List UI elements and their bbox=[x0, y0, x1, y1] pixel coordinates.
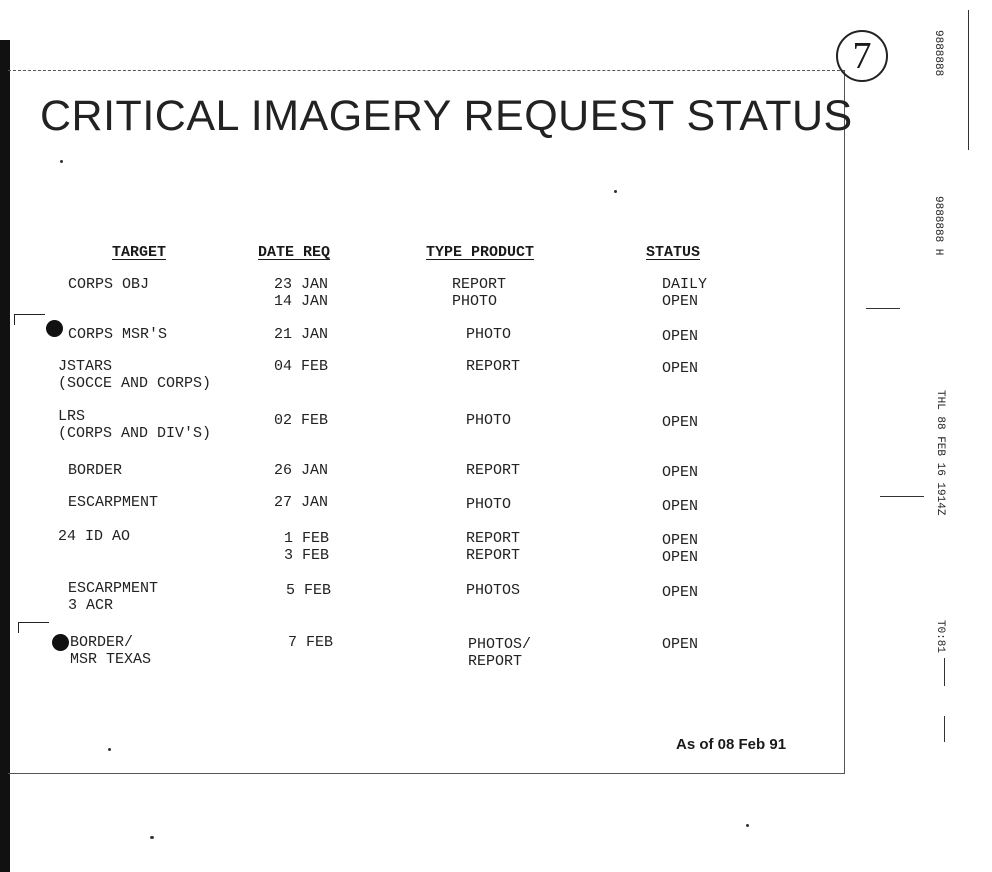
margin-stamp: THL 88 FEB 16 1914Z bbox=[934, 390, 946, 516]
type-line: PHOTO bbox=[466, 412, 512, 429]
column-header-target: TARGET bbox=[112, 244, 167, 261]
target-cell bbox=[70, 634, 151, 668]
status-line: OPEN bbox=[662, 414, 699, 431]
status-cell bbox=[662, 584, 698, 601]
type-line: REPORT bbox=[466, 547, 521, 564]
target-cell bbox=[68, 326, 167, 343]
type-cell bbox=[466, 462, 520, 479]
date-line: 23 JAN bbox=[274, 276, 329, 293]
scan-speck bbox=[746, 824, 749, 827]
date-line: 3 FEB bbox=[284, 547, 330, 564]
type-cell bbox=[468, 636, 531, 670]
column-header-date-req: DATE REQ bbox=[258, 244, 331, 261]
date-cell bbox=[274, 326, 328, 343]
scan-speck bbox=[60, 160, 63, 163]
date-cell bbox=[274, 358, 328, 375]
date-line: 02 FEB bbox=[274, 412, 329, 429]
target-line: LRS bbox=[58, 408, 86, 425]
type-line: PHOTO bbox=[466, 326, 512, 343]
target-line: CORPS MSR'S bbox=[68, 326, 168, 343]
date-line: 7 FEB bbox=[288, 634, 334, 651]
type-line: REPORT bbox=[466, 462, 521, 479]
page-title: CRITICAL IMAGERY REQUEST STATUS bbox=[40, 92, 853, 140]
target-cell bbox=[58, 528, 130, 545]
status-cell bbox=[662, 328, 698, 345]
status-cell bbox=[662, 276, 707, 310]
type-line: REPORT bbox=[452, 276, 507, 293]
scan-speck bbox=[108, 748, 111, 751]
target-line: (CORPS AND DIV'S) bbox=[58, 425, 212, 442]
as-of-date: As of 08 Feb 91 bbox=[676, 736, 787, 753]
target-line: JSTARS bbox=[58, 358, 113, 375]
status-line: OPEN bbox=[662, 293, 699, 310]
target-cell bbox=[68, 580, 158, 614]
date-line: 21 JAN bbox=[274, 326, 329, 343]
status-cell bbox=[662, 414, 698, 431]
date-line: 04 FEB bbox=[274, 358, 329, 375]
status-cell bbox=[662, 532, 698, 566]
status-line: OPEN bbox=[662, 636, 699, 653]
margin-stamp: 9888888 H bbox=[932, 196, 944, 256]
scan-speck bbox=[614, 190, 617, 193]
target-line: CORPS OBJ bbox=[68, 276, 150, 293]
bullet-mark bbox=[46, 320, 63, 337]
status-cell bbox=[662, 360, 698, 377]
date-cell bbox=[288, 634, 333, 651]
date-cell bbox=[284, 530, 329, 564]
date-line: 5 FEB bbox=[286, 582, 332, 599]
target-line: BORDER bbox=[68, 462, 123, 479]
type-line: PHOTO bbox=[466, 496, 512, 513]
status-line: DAILY bbox=[662, 276, 708, 293]
type-line: PHOTO bbox=[452, 293, 498, 310]
type-line: REPORT bbox=[466, 358, 521, 375]
target-cell bbox=[58, 358, 211, 392]
margin-rule bbox=[968, 10, 969, 150]
bullet-mark bbox=[52, 634, 69, 651]
date-cell bbox=[274, 412, 328, 429]
status-cell bbox=[662, 498, 698, 515]
type-cell bbox=[466, 582, 520, 599]
type-line: PHOTOS/ bbox=[468, 636, 532, 653]
date-line: 1 FEB bbox=[284, 530, 330, 547]
status-cell bbox=[662, 464, 698, 481]
type-cell bbox=[466, 358, 520, 375]
status-line: OPEN bbox=[662, 360, 699, 377]
margin-rule bbox=[880, 496, 924, 497]
status-line: OPEN bbox=[662, 584, 699, 601]
date-line: 14 JAN bbox=[274, 293, 329, 310]
margin-bracket bbox=[18, 622, 49, 633]
date-cell bbox=[274, 494, 328, 511]
type-line: PHOTOS bbox=[466, 582, 521, 599]
target-cell bbox=[68, 494, 158, 511]
status-line: OPEN bbox=[662, 464, 699, 481]
target-cell bbox=[68, 276, 149, 293]
date-cell bbox=[274, 276, 328, 310]
margin-bracket bbox=[14, 314, 45, 325]
type-cell bbox=[466, 412, 511, 429]
status-cell bbox=[662, 636, 698, 653]
page-number: 7 bbox=[836, 30, 888, 82]
type-cell bbox=[452, 276, 506, 310]
target-cell bbox=[58, 408, 211, 442]
type-cell bbox=[466, 496, 511, 513]
date-cell bbox=[274, 462, 328, 479]
status-line: OPEN bbox=[662, 532, 699, 549]
target-cell bbox=[68, 462, 122, 479]
date-cell bbox=[286, 582, 331, 599]
margin-rule bbox=[944, 658, 945, 686]
type-cell bbox=[466, 326, 511, 343]
date-line: 27 JAN bbox=[274, 494, 329, 511]
target-line: ESCARPMENT bbox=[68, 494, 159, 511]
status-line: OPEN bbox=[662, 498, 699, 515]
status-line: OPEN bbox=[662, 549, 699, 566]
target-line: 24 ID AO bbox=[58, 528, 131, 545]
margin-stamp: T0:81 bbox=[934, 620, 946, 654]
target-line: (SOCCE AND CORPS) bbox=[58, 375, 212, 392]
scan-speck bbox=[150, 836, 154, 839]
date-line: 26 JAN bbox=[274, 462, 329, 479]
target-line: BORDER/ bbox=[70, 634, 134, 651]
column-header-type-product: TYPE PRODUCT bbox=[426, 244, 535, 261]
type-cell bbox=[466, 530, 520, 564]
target-line: 3 ACR bbox=[68, 597, 114, 614]
margin-stamp: 9888888 bbox=[932, 30, 944, 77]
target-line: ESCARPMENT bbox=[68, 580, 159, 597]
column-header-status: STATUS bbox=[646, 244, 701, 261]
type-line: REPORT bbox=[466, 530, 521, 547]
target-line: MSR TEXAS bbox=[70, 651, 152, 668]
margin-rule bbox=[866, 308, 900, 309]
margin-rule bbox=[944, 716, 945, 742]
status-line: OPEN bbox=[662, 328, 699, 345]
type-line: REPORT bbox=[468, 653, 523, 670]
